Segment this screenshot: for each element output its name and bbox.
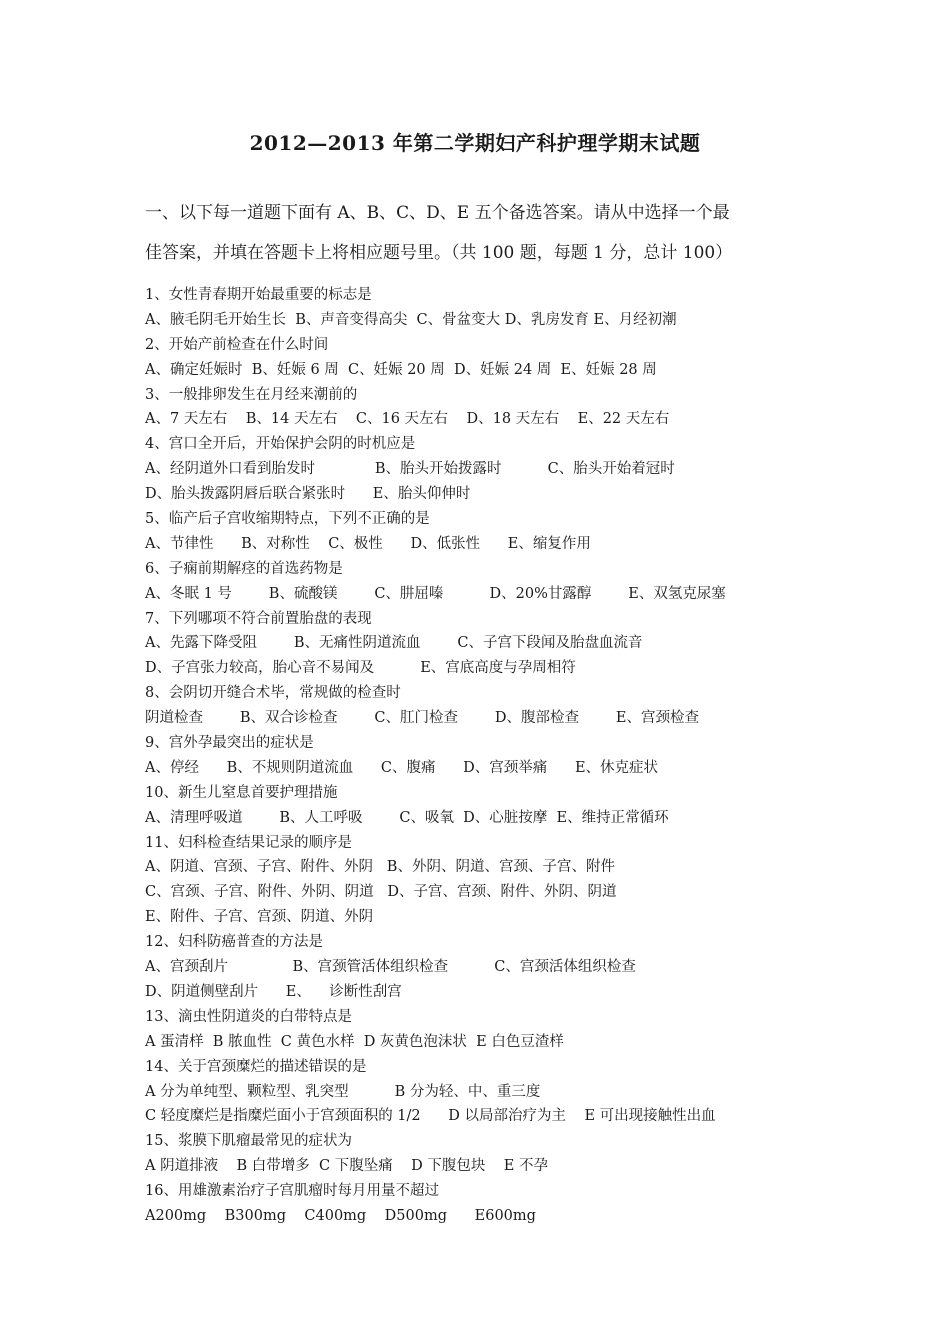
answer-options: A 蛋清样 B 脓血性 C 黄色水样 D 灰黄色泡沫状 E 白色豆渣样 <box>145 1033 564 1050</box>
question-text: 15、浆膜下肌瘤最常见的症状为 <box>145 1133 352 1150</box>
answer-options: D、子宫张力较高，胎心音不易闻及 E、宫底高度与孕周相符 <box>145 660 576 677</box>
instruction-line: 佳答案，并填在答题卡上将相应题号里。（共 100 题，每题 1 分，总计 100） <box>145 243 733 263</box>
question-text: 13、滴虫性阴道炎的白带特点是 <box>145 1008 352 1025</box>
answer-options: A、停经 B、不规则阴道流血 C、腹痛 D、宫颈举痛 E、休克症状 <box>145 759 659 776</box>
answer-options: A、冬眠 1 号 B、硫酸镁 C、肼屈嗪 D、20%甘露醇 E、双氢克尿塞 <box>145 585 726 602</box>
answer-options: C、宫颈、子宫、附件、外阴、阴道 D、子宫、宫颈、附件、外阴、阴道 <box>145 884 617 901</box>
answer-options: A、节律性 B、对称性 C、极性 D、低张性 E、缩复作用 <box>145 535 591 552</box>
section-instructions <box>145 193 825 273</box>
answer-options: 阴道检查 B、双合诊检查 C、肛门检查 D、腹部检查 E、宫颈检查 <box>145 710 699 727</box>
answer-options: A、经阴道外口看到胎发时 B、胎头开始拨露时 C、胎头开始着冠时 <box>145 461 675 478</box>
answer-options: C 轻度糜烂是指糜烂面小于宫颈面积的 1/2 D 以局部治疗为主 E 可出现接触性出血 <box>145 1108 716 1125</box>
instruction-line: 一、以下每一道题下面有 A、B、C、D、E 五个备选答案。请从中选择一个最 <box>145 203 730 223</box>
answer-options: D、胎头拨露阴唇后联合紧张时 E、胎头仰伸时 <box>145 486 471 503</box>
answer-options: D、阴道侧壁刮片 E、 诊断性刮宫 <box>145 983 402 1000</box>
answer-options: A、阴道、宫颈、子宫、附件、外阴 B、外阴、阴道、宫颈、子宫、附件 <box>145 859 615 876</box>
question-text: 11、妇科检查结果记录的顺序是 <box>145 834 352 851</box>
question-text: 7、下列哪项不符合前置胎盘的表现 <box>145 610 372 627</box>
question-text: 6、子痫前期解痉的首选药物是 <box>145 560 343 577</box>
question-text: 4、宫口全开后，开始保护会阴的时机应是 <box>145 436 416 453</box>
question-text: 1、女性青春期开始最重要的标志是 <box>145 287 372 303</box>
answer-options: E、附件、子宫、宫颈、阴道、外阴 <box>145 909 374 926</box>
question-text: 12、妇科防癌普查的方法是 <box>145 934 323 951</box>
question-text: 2、开始产前检查在什么时间 <box>145 336 329 353</box>
question-list <box>145 283 845 1229</box>
question-text: 14、关于宫颈糜烂的描述错误的是 <box>145 1058 367 1075</box>
answer-options: A200mg B300mg C400mg D500mg E600mg <box>145 1207 536 1224</box>
answer-options: A、腋毛阴毛开始生长 B、声音变得高尖 C、骨盆变大 D、乳房发育 E、月经初潮 <box>145 311 677 328</box>
question-text: 10、新生儿窒息首要护理措施 <box>145 784 338 801</box>
question-text: 5、临产后子宫收缩期特点，下列不正确的是 <box>145 511 430 528</box>
question-text: 16、用雄激素治疗子宫肌瘤时每月用量不超过 <box>145 1183 439 1200</box>
answer-options: A、清理呼吸道 B、人工呼吸 C、吸氧 D、心脏按摩 E、维持正常循环 <box>145 809 669 826</box>
answer-options: A、确定妊娠时 B、妊娠 6 周 C、妊娠 20 周 D、妊娠 24 周 E、妊娠 28 周 <box>145 361 657 378</box>
question-text: 3、一般排卵发生在月经来潮前的 <box>145 386 358 403</box>
page-title: 2012—2013 年第二学期妇产科护理学期末试题 <box>249 131 701 155</box>
question-text: 8、会阴切开缝合术毕，常规做的检查时 <box>145 685 401 702</box>
answer-options: A、先露下降受阻 B、无痛性阴道流血 C、子宫下段闻及胎盘血流音 <box>145 635 643 652</box>
answer-options: A 分为单纯型、颗粒型、乳突型 B 分为轻、中、重三度 <box>145 1083 541 1100</box>
answer-options: A、宫颈刮片 B、宫颈管活体组织检查 C、宫颈活体组织检查 <box>145 959 636 976</box>
question-text: 9、宫外孕最突出的症状是 <box>145 735 314 752</box>
answer-options: A 阴道排液 B 白带增多 C 下腹坠痛 D 下腹包块 E 不孕 <box>145 1158 549 1175</box>
answer-options: A、7 天左右 B、14 天左右 C、16 天左右 D、18 天左右 E、22 天左右 <box>145 411 670 428</box>
